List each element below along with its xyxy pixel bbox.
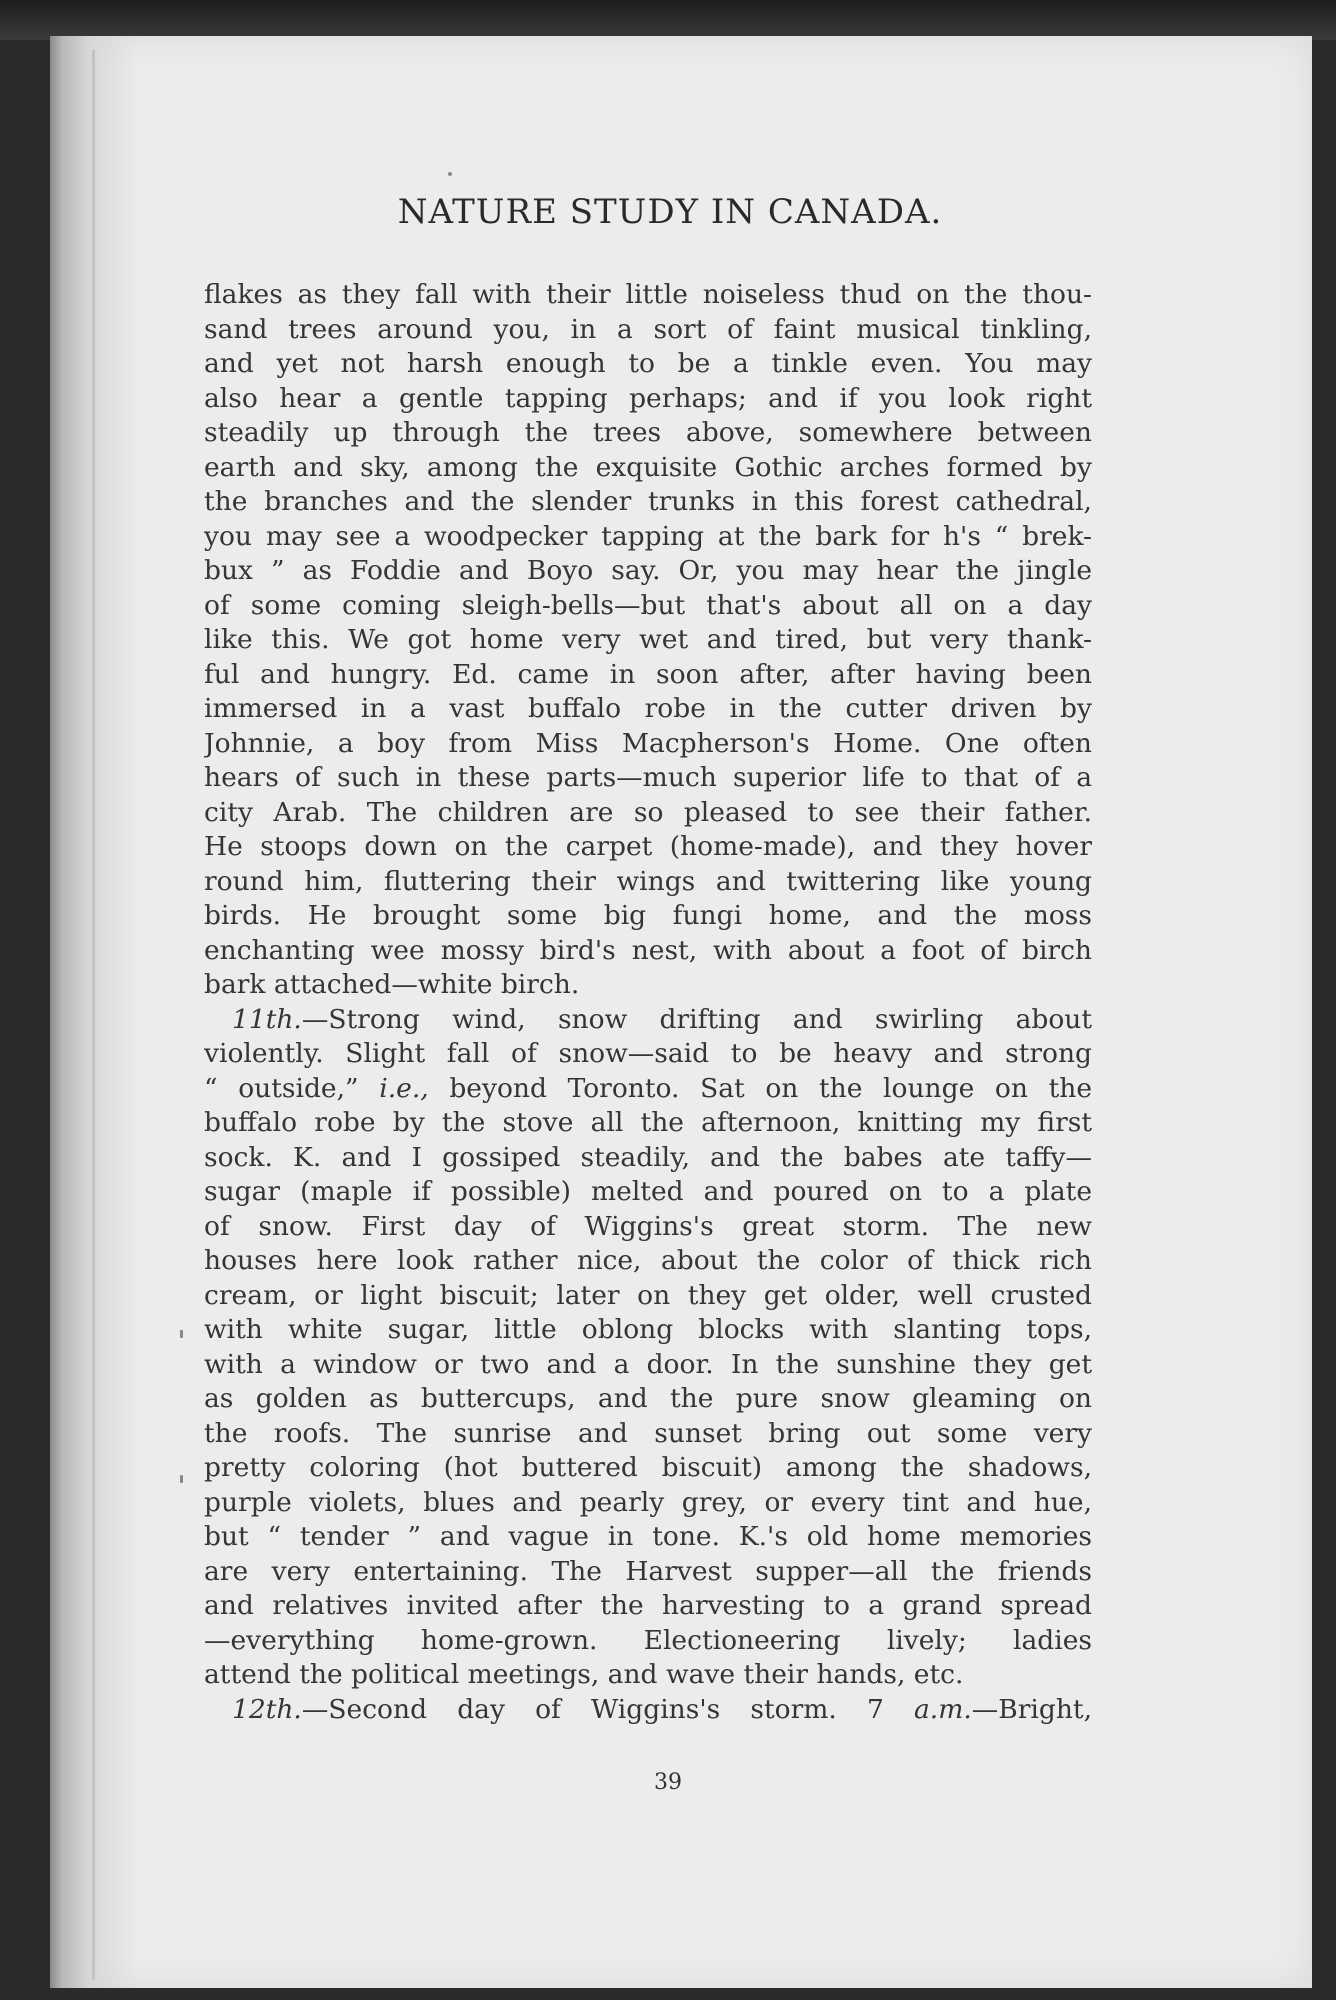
text-line: buffalo robe by the stove all the afternoon, knitting my first [204,1107,1092,1138]
text-line: of some coming sleigh-bells—but that's about all on a day [204,589,1092,621]
text-line: are very entertaining. The Harvest supper—all the friends [204,1555,1092,1587]
text-line: Johnnie, a boy from Miss Macpherson's Home. One often [204,727,1092,759]
text-line: the roofs. The sunrise and sunset bring out some very [204,1417,1092,1449]
text-line: the branches and the slender trunks in this forest cathedral, [204,486,1092,517]
scan-speck [180,1330,183,1338]
text-line: ful and hungry. Ed. came in soon after, after having been [204,658,1092,690]
text-line: violently. Slight fall of snow—said to be heavy and strong [204,1038,1092,1069]
text-line: flakes as they fall with their little noiseless thud on the thou- [204,279,1092,310]
scanner-edge-strip [0,0,1336,40]
text-line: houses here look rather nice, about the color of thick rich [204,1245,1092,1276]
text-line: and yet not harsh enough to be a tinkle even. You may [204,348,1092,379]
page-number: 39 [654,1770,682,1795]
text-line: sock. K. and I gossiped steadily, and the babes ate taffy— [204,1141,1092,1173]
text-line: steadily up through the trees above, somewhere between [204,417,1092,448]
text-line: also hear a gentle tapping perhaps; and if you look right [204,382,1092,414]
gutter-fold-line [92,50,95,1980]
text-line: cream, or light biscuit; later on they get older, well crusted [204,1279,1092,1311]
text-line: immersed in a vast buffalo robe in the cutter driven by [204,693,1092,724]
text-line: bux ” as Foddie and Boyo say. Or, you may hear the jingle [204,555,1092,586]
text-line: He stoops down on the carpet (home-made), and they hover [204,831,1092,862]
text-line: as golden as buttercups, and the pure snow gleaming on [204,1383,1092,1414]
text-line: sand trees around you, in a sort of faint musical tinkling, [204,313,1092,345]
text-line: with a window or two and a door. In the sunshine they get [204,1348,1092,1380]
text-line: birds. He brought some big fungi home, and the moss [204,900,1092,931]
scan-speck [448,172,452,176]
text-line: and relatives invited after the harvesting to a grand spread [204,1590,1092,1621]
text-line: 11th.—Strong wind, snow drifting and swirling about [232,1003,1092,1035]
text-line: like this. We got home very wet and tired, but very thank- [204,624,1092,655]
text-line: pretty coloring (hot buttered biscuit) among the shadows, [204,1452,1092,1483]
text-line: “ outside,” i.e., beyond Toronto. Sat on the lounge on the [204,1072,1092,1104]
text-line: bark attached—white birch. [204,969,580,1000]
text-line: but “ tender ” and vague in tone. K.'s old home memories [204,1521,1092,1552]
text-line: hears of such in these parts—much superior life to that of a [204,762,1092,793]
text-line: 12th.—Second day of Wiggins's storm. 7 a.m.—Bright, [232,1693,1092,1725]
text-line: of snow. First day of Wiggins's great storm. The new [204,1210,1092,1242]
text-line: sugar (maple if possible) melted and poured on to a plate [204,1176,1092,1207]
text-line: with white sugar, little oblong blocks with slanting tops, [204,1314,1092,1345]
text-line: earth and sky, among the exquisite Gothic arches formed by [204,451,1092,483]
scan-speck [180,1475,183,1483]
text-line: —everything home-grown. Electioneering lively; ladies [204,1624,1092,1656]
text-line: city Arab. The children are so pleased to see their father. [204,796,1092,828]
text-line: attend the political meetings, and wave their hands, etc. [204,1659,964,1690]
running-head: NATURE STUDY IN CANADA. [397,192,943,232]
text-line: round him, fluttering their wings and twittering like young [204,865,1092,897]
book-gutter-shadow [50,36,140,1988]
body-text [204,278,1092,1727]
text-line: you may see a woodpecker tapping at the bark for h's “ brek- [204,520,1092,552]
text-line: purple violets, blues and pearly grey, or every tint and hue, [204,1486,1092,1518]
text-line: enchanting wee mossy bird's nest, with about a foot of birch [204,934,1092,966]
